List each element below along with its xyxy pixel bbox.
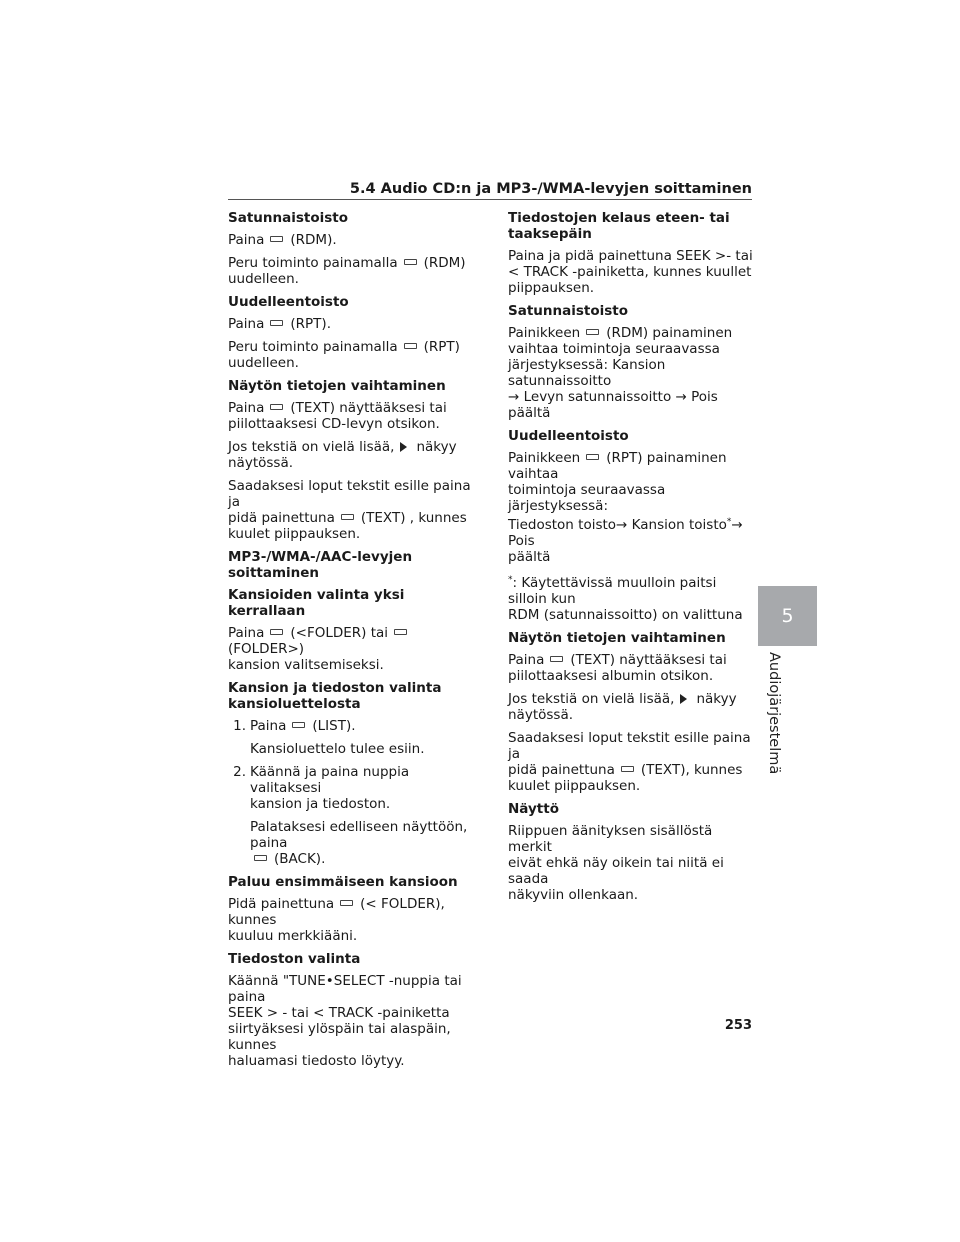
button-icon: [550, 656, 563, 662]
text-span: (<FOLDER) tai: [290, 625, 389, 641]
text-span: kansioluettelosta: [228, 696, 361, 712]
folder-select-heading: Kansioiden valinta yksi kerrallaan: [228, 587, 405, 619]
text-span: Saadaksesi loput tekstit esille paina ja: [228, 478, 471, 510]
button-icon: [254, 855, 267, 861]
chapter-label: Audiojärjestelmä: [766, 652, 782, 775]
button-icon: [270, 404, 283, 410]
display-info-instruction: [228, 400, 478, 432]
right-column: [508, 210, 758, 910]
folder-select-instruction: [228, 625, 478, 673]
text-span: (LIST).: [312, 718, 356, 734]
arrow-right-icon: [400, 442, 407, 452]
seek-instruction: [508, 248, 758, 296]
text-span: RDM (satunnaissoitto) on valittuna: [508, 607, 743, 623]
page-number: 253: [724, 1018, 752, 1033]
text-span: toimintoja seuraavassa järjestyksessä:: [508, 482, 666, 514]
random-play-instruction: [228, 232, 478, 248]
text-span: (BACK).: [274, 851, 326, 867]
text-span: → Pois: [508, 517, 743, 549]
text-span: piilottaaksesi CD-levyn otsikon.: [228, 416, 440, 432]
text-span: näkyy: [416, 439, 457, 455]
text-span: Peru toiminto painamalla: [228, 339, 398, 355]
steps-list: [228, 718, 478, 867]
button-icon: [621, 766, 634, 772]
text-span: Painikkeen: [508, 450, 581, 466]
text-span: Pidä painettuna: [228, 896, 335, 912]
display-hold-text: [508, 730, 758, 794]
text-span: näkyviin ollenkaan.: [508, 887, 639, 903]
file-select-instruction: [228, 973, 478, 1069]
repeat-play-instruction: [228, 316, 478, 332]
text-span: Jos tekstiä on vielä lisää,: [508, 691, 675, 707]
repeat-play-cancel: [228, 339, 478, 371]
button-icon: [292, 722, 305, 728]
repeat-play-heading: Uudelleentoisto: [228, 294, 349, 310]
text-span: näkyy: [696, 691, 737, 707]
text-span: (RPT).: [290, 316, 331, 332]
file-select-heading: Tiedoston valinta: [228, 951, 361, 967]
button-icon: [341, 514, 354, 520]
step-body: [250, 764, 478, 812]
text-span: Paina: [250, 718, 287, 734]
text-span: → Levyn satunnaissoitto → Pois päältä: [508, 389, 718, 421]
button-icon: [586, 329, 599, 335]
text-span: Paina: [228, 400, 265, 416]
text-span: kuulet piippauksen.: [228, 526, 361, 542]
first-folder-heading: Paluu ensimmäiseen kansioon: [228, 874, 458, 890]
text-span: Riippuen äänityksen sisällöstä merkit: [508, 823, 713, 855]
text-span: SEEK > - tai < TRACK -painiketta: [228, 1005, 450, 1021]
text-span: (< FOLDER), kunnes: [228, 896, 445, 928]
text-span: Tiedoston toisto→ Kansion toisto: [508, 517, 727, 533]
button-icon: [586, 454, 599, 460]
text-span: Käännä ja paina nuppia valitaksesi: [250, 764, 410, 796]
text-span: < TRACK -painiketta, kunnes kuullet: [508, 264, 752, 280]
text-span: Paina ja pidä painettuna SEEK >- tai: [508, 248, 753, 264]
display-info-instruction: [508, 652, 758, 684]
text-span: Paina: [228, 316, 265, 332]
text-span: piippauksen.: [508, 280, 595, 296]
chapter-number: 5: [781, 605, 794, 627]
footnote: [508, 572, 758, 623]
text-span: Peru toiminto painamalla: [228, 255, 398, 271]
chapter-tab: [758, 586, 817, 646]
button-icon: [404, 343, 417, 349]
list-item: [228, 764, 478, 812]
header-divider: [228, 199, 752, 200]
button-icon: [270, 320, 283, 326]
text-span: siirtyäksesi ylöspäin tai alaspäin, kunnes: [228, 1021, 451, 1053]
text-span: Paina: [508, 652, 545, 668]
text-span: (RPT) painaminen vaihtaa: [508, 450, 727, 482]
text-span: pidä painettuna: [508, 762, 615, 778]
text-span: pidä painettuna: [228, 510, 335, 526]
step-number: 1.: [233, 718, 246, 734]
text-span: Painikkeen: [508, 325, 581, 341]
text-span: Tiedostojen kelaus eteen- tai: [508, 210, 730, 226]
text-span: kansion ja tiedoston.: [250, 796, 391, 812]
text-span: kansion valitsemiseksi.: [228, 657, 384, 673]
text-span: taaksepäin: [508, 226, 592, 242]
button-icon: [404, 259, 417, 265]
repeat-play-cycle: [508, 450, 758, 565]
step-note: [228, 819, 478, 867]
text-span: (TEXT) , kunnes: [360, 510, 467, 526]
text-span: vaihtaa toimintoja seuraavassa: [508, 341, 720, 357]
screen-note: [508, 823, 758, 903]
footnote-marker: *: [508, 575, 513, 585]
text-span: (RDM): [423, 255, 466, 271]
display-more-text: [228, 439, 478, 471]
step-number: 2.: [233, 764, 246, 780]
arrow-right-icon: [680, 694, 687, 704]
text-span: (FOLDER>): [228, 641, 305, 657]
text-span: Kansion ja tiedoston valinta: [228, 680, 442, 696]
text-span: (TEXT) näyttääksesi tai: [290, 400, 447, 416]
text-span: näytössä.: [508, 707, 574, 723]
display-more-text: [508, 691, 758, 723]
text-span: Saadaksesi loput tekstit esille paina ja: [508, 730, 751, 762]
text-span: (RDM) painaminen: [606, 325, 733, 341]
text-span: eivät ehkä näy oikein tai niitä ei saada: [508, 855, 724, 887]
text-span: järjestyksessä: Kansion satunnaissoitto: [508, 357, 666, 389]
screen-heading: Näyttö: [508, 801, 559, 817]
text-span: haluamasi tiedosto löytyy.: [228, 1053, 405, 1069]
mp3-section-heading: MP3-/WMA-/AAC-levyjen soittaminen: [228, 549, 413, 581]
random-play-heading: Satunnaistoisto: [508, 303, 629, 319]
text-span: kuuluu merkkiääni.: [228, 928, 358, 944]
text-span: Paina: [228, 232, 265, 248]
button-icon: [340, 900, 353, 906]
text-span: (TEXT) näyttääksesi tai: [570, 652, 727, 668]
display-info-heading: Näytön tietojen vaihtaminen: [508, 630, 726, 646]
section-header-title: 5.4 Audio CD:n ja MP3-/WMA-levyjen soittaminen: [349, 181, 752, 197]
text-span: piilottaaksesi albumin otsikon.: [508, 668, 714, 684]
text-span: (RDM).: [290, 232, 337, 248]
random-play-cycle: [508, 325, 758, 421]
button-icon: [270, 236, 283, 242]
text-span: Paina: [228, 625, 265, 641]
left-column: [228, 210, 478, 1076]
text-span: (RPT): [423, 339, 460, 355]
text-span: Palataksesi edelliseen näyttöön, paina: [250, 819, 468, 851]
display-info-heading: Näytön tietojen vaihtaminen: [228, 378, 446, 394]
text-span: : Käytettävissä muulloin paitsi silloin kun: [508, 575, 717, 607]
folder-list-heading: [228, 680, 478, 712]
text-span: kuulet piippauksen.: [508, 778, 641, 794]
text-span: näytössä.: [228, 455, 294, 471]
footnote-marker: *: [726, 517, 732, 527]
repeat-play-heading: Uudelleentoisto: [508, 428, 629, 444]
button-icon: [270, 629, 283, 635]
seek-heading: [508, 210, 758, 242]
text-span: uudelleen.: [228, 271, 299, 287]
random-play-cancel: [228, 255, 478, 287]
text-span: Käännä "TUNE•SELECT -nuppia tai paina: [228, 973, 462, 1005]
text-span: Jos tekstiä on vielä lisää,: [228, 439, 395, 455]
display-hold-text: [228, 478, 478, 542]
text-span: päältä: [508, 549, 551, 565]
random-play-heading: Satunnaistoisto: [228, 210, 349, 226]
list-item: [228, 718, 478, 734]
text-span: uudelleen.: [228, 355, 299, 371]
button-icon: [394, 629, 407, 635]
text-span: (TEXT), kunnes: [640, 762, 743, 778]
step-note: Kansioluettelo tulee esiin.: [250, 741, 425, 757]
first-folder-instruction: [228, 896, 478, 944]
step-body: [250, 718, 478, 734]
